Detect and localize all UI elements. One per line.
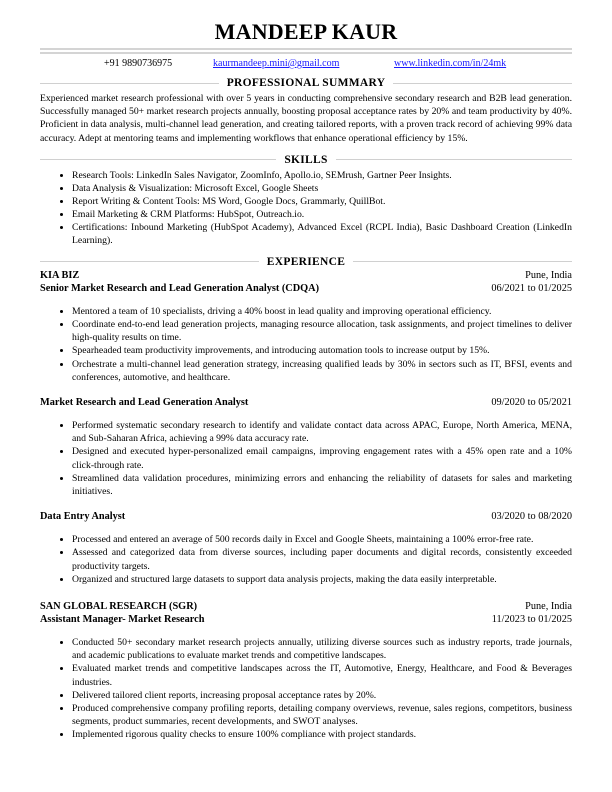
role-header xyxy=(40,396,572,409)
email-link[interactable]: kaurmandeep.mini@gmail.com xyxy=(213,58,340,69)
bullet: • Conducted 50+ secondary market research projects annually, utilizing diverse sources such as industry reports, trade journals, and academic publications to evaluate market trends and competitive landscapes. xyxy=(72,636,572,662)
role-header xyxy=(40,613,572,626)
bullet: • Delivered tailored client reports, increasing proposal acceptance rates by 20%. xyxy=(72,689,572,702)
bullet: • Organized and structured large datasets to support data analysis projects, making the data easily interpretable. xyxy=(72,573,572,586)
role-bullets xyxy=(40,305,572,384)
company-location: Pune, India xyxy=(525,269,572,281)
bullet: • Designed and executed hyper-personalized email campaigns, improving engagement rates with a 45% open rate and a 10% click-through rate. xyxy=(72,445,572,471)
summary-text: Experienced market research professional with over 5 years in conducting comprehensive secondary research and B2B lead generation. Successfully managed 50+ market research projects annually, boosting proposal acceptance rates by 20% and team productivity by 40%. Proficient in data analysis, multi-channel lead generation, and creating tailored reports, with a proven track record of achieving 99% data accuracy. Adept at mentoring teams and implementing workflows that enhance operational efficiency by 15%. xyxy=(40,93,572,144)
linkedin-link[interactable]: www.linkedin.com/in/24mk xyxy=(394,58,507,69)
company-name: KIA BIZ xyxy=(40,269,80,281)
candidate-name: MANDEEP KAUR xyxy=(214,19,398,44)
contact-info xyxy=(40,58,572,72)
bullet: • Assessed and categorized data from diverse sources, including paper documents and digital records, consistently exceeded productivity targets. xyxy=(72,546,572,572)
bullet: • Produced comprehensive company profiling reports, detailing company overviews, revenue, sales regions, competitors, business segments, product summaries, recent developments, and SWOT analyses. xyxy=(72,702,572,728)
bullet: • Coordinate end-to-end lead generation projects, managing resource allocation, task assignments, and project timelines to deliver high-quality results on time. xyxy=(72,318,572,344)
company-name: SAN GLOBAL RESEARCH (SGR) xyxy=(40,601,198,613)
skill-item: • Email Marketing & CRM Platforms: HubSpot, Outreach.io. xyxy=(72,208,572,221)
bullet: • Streamlined data validation procedures, minimizing errors and enhancing the reliability of datasets for sales and marketing initiatives. xyxy=(72,472,572,498)
bullet: • Implemented rigorous quality checks to ensure 100% compliance with project standards. xyxy=(72,728,572,741)
bullet: • Mentored a team of 10 specialists, driving a 40% boost in lead quality and improving operational efficiency. xyxy=(72,305,572,318)
role-dates: 06/2021 to 01/2025 xyxy=(491,282,572,294)
role-dates: 09/2020 to 05/2021 xyxy=(491,397,572,409)
skill-item: • Research Tools: LinkedIn Sales Navigator, ZoomInfo, Apollo.io, SEMrush, Gartner Peer Insights. xyxy=(72,169,572,182)
role-dates: 11/2023 to 01/2025 xyxy=(491,614,572,626)
company-header xyxy=(40,269,572,282)
role-title: Data Entry Analyst xyxy=(40,511,126,523)
bullet: • Performed systematic secondary research to identify and validate contact data across APAC, Europe, North America, MENA, and Sub-Saharan Africa, achieving a 99% data accuracy rate. xyxy=(72,419,572,445)
company-header xyxy=(40,600,572,613)
bullet: • Evaluated market trends and competitive landscapes across the IT, Automotive, Energy, Healthcare, and Food & Beverages industries. xyxy=(72,662,572,688)
resume-page xyxy=(40,0,572,742)
company-location: Pune, India xyxy=(525,601,572,613)
phone-number: +91 9890736975 xyxy=(104,58,173,69)
skill-item: • Certifications: Inbound Marketing (HubSpot Academy), Advanced Excel (RCPL India), Basic Dashboard Creation (LinkedIn Learning). xyxy=(72,221,572,247)
role-bullets xyxy=(40,533,572,586)
skill-item: • Report Writing & Content Tools: MS Word, Google Docs, Grammarly, QuillBot. xyxy=(72,195,572,208)
role-dates: 03/2020 to 08/2020 xyxy=(491,511,572,523)
skill-item: • Data Analysis & Visualization: Microsoft Excel, Google Sheets xyxy=(72,182,572,195)
header-divider xyxy=(40,48,572,54)
bullet: • Spearheaded team productivity improvements, and introducing automation tools to increase output by 15%. xyxy=(72,344,572,357)
role-title: Assistant Manager- Market Research xyxy=(40,614,205,626)
summary-heading: PROFESSIONAL SUMMARY xyxy=(40,76,572,90)
skills-heading: SKILLS xyxy=(40,153,572,167)
bullet: • Orchestrate a multi-channel lead generation strategy, increasing qualified leads by 30% in sectors such as IT, BFSI, events and conferences, automotive, and healthcare. xyxy=(72,358,572,384)
role-title: Senior Market Research and Lead Generation Analyst (CDQA) xyxy=(40,282,320,294)
role-header xyxy=(40,282,572,295)
role-title: Market Research and Lead Generation Analyst xyxy=(40,397,249,409)
role-bullets xyxy=(40,636,572,742)
bullet: • Processed and entered an average of 500 records daily in Excel and Google Sheets, maintaining a 100% error-free rate. xyxy=(72,533,572,546)
skills-list xyxy=(40,169,572,247)
role-header xyxy=(40,510,572,523)
role-bullets xyxy=(40,419,572,498)
experience-heading: EXPERIENCE xyxy=(40,255,572,269)
